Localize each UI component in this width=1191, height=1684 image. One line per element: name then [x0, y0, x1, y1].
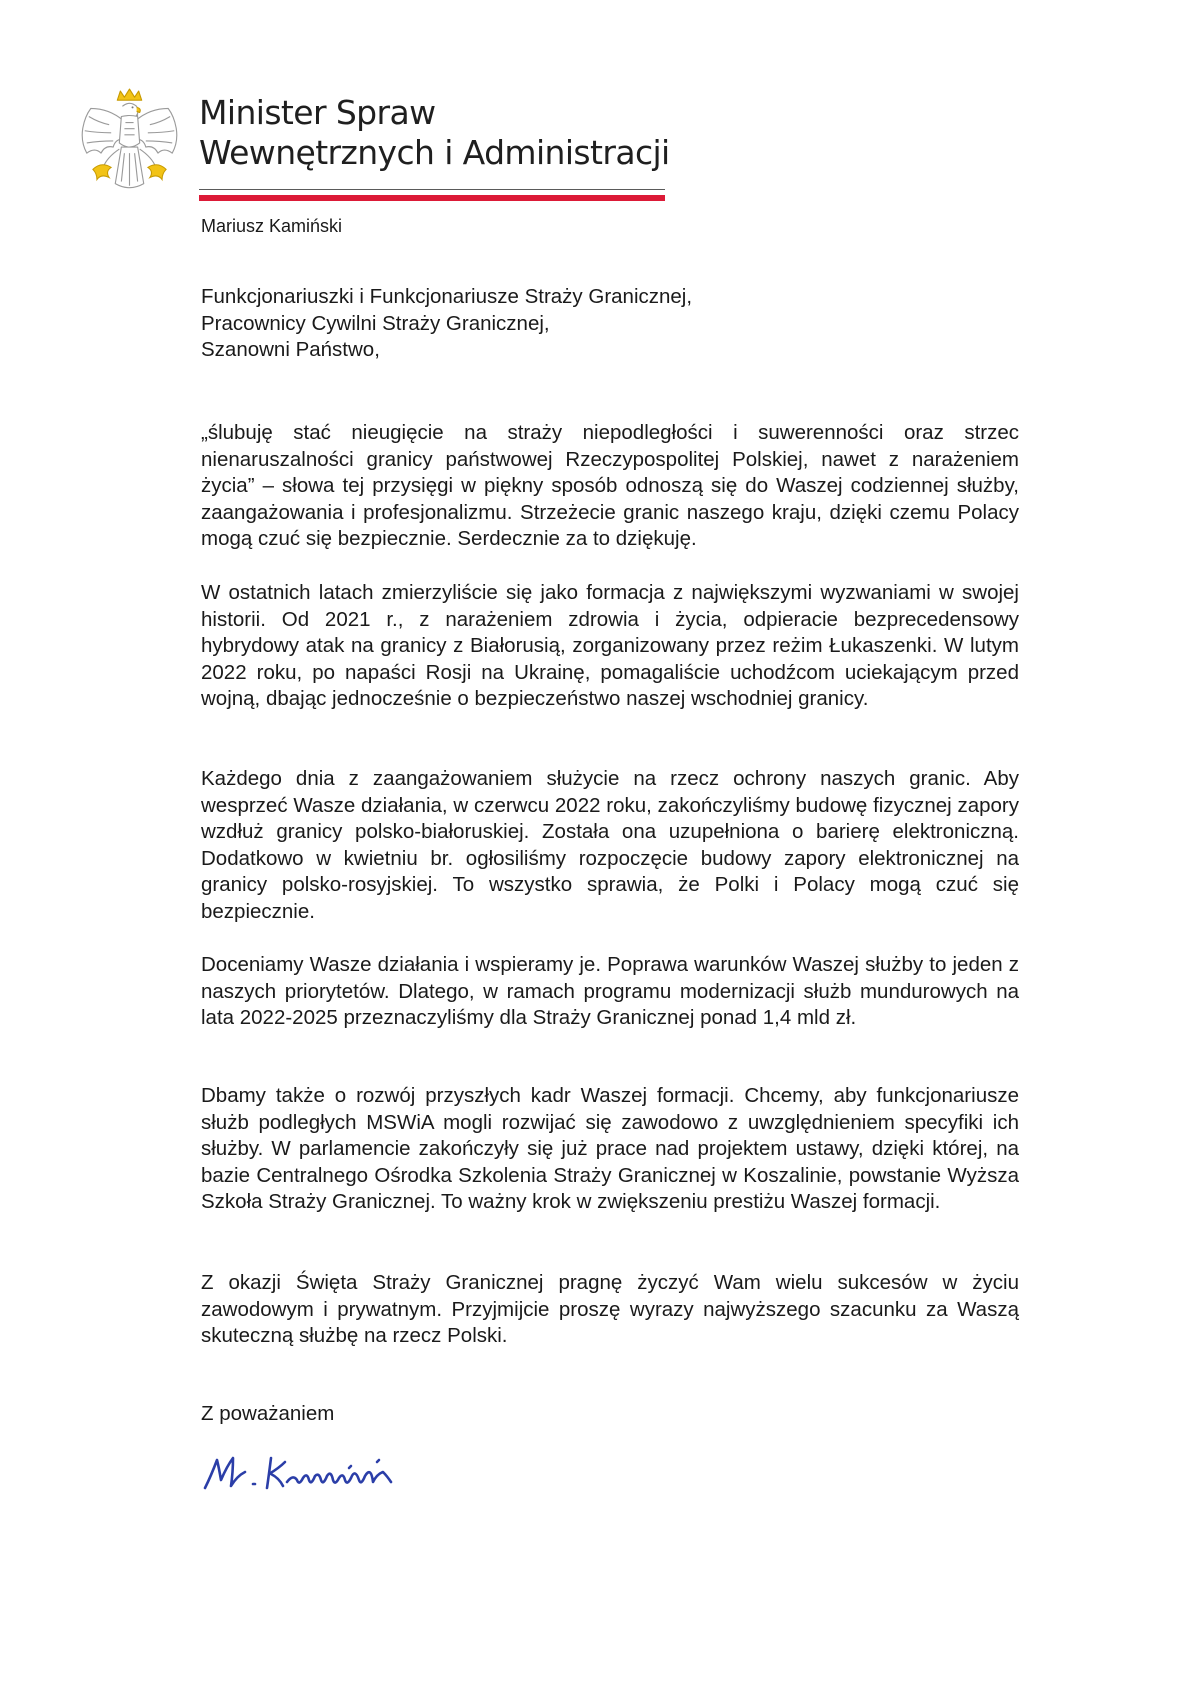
letter-paragraph-education: Dbamy także o rozwój przyszłych kadr Waszej formacji. Chcemy, aby funkcjonariusze służb podległych MSWiA mogli rozwijać się zawodowo z uwzględnieniem specyfiki ich służby. W parlamencie zakończyły się już prace nad projektem ustawy, dzięki której, na bazie Centralnego Ośrodka Szkolenia Straży Granicznej w Koszalinie, powstanie Wyższa Szkoła Straży Granicznej. To ważny krok w zwiększeniu prestiżu Waszej formacji.: [201, 1084, 1019, 1214]
salutation-line: Pracownicy Cywilni Straży Granicznej,: [201, 311, 550, 335]
ministry-title: [199, 93, 670, 173]
polish-eagle-emblem-icon: [78, 86, 181, 204]
closing-phrase: Z poważaniem: [201, 1402, 335, 1425]
letter-paragraph-oath: „ślubuję stać nieugięcie na straży niepodległości i suwerenności oraz strzec nienaruszalności granicy państwowej Rzeczypospolitej Polskiej, nawet z narażeniem życia” – słowa tej przysięgi w piękny sposób odnoszą się do Waszej codziennej służby, zaangażowania i profesjonalizmu. Strzeżecie granic naszego kraju, dzięki czemu Polacy mogą czuć się bezpiecznie. Serdecznie za to dziękuję.: [201, 421, 1019, 551]
minister-name: Mariusz Kamiński: [201, 216, 343, 236]
letter-paragraph-wishes: Z okazji Święta Straży Granicznej pragnę życzyć Wam wielu sukcesów w życiu zawodowym i prywatnym. Przyjmijcie proszę wyrazy najwyższego szacunku za Waszą skuteczną służbę na rzecz Polski.: [201, 1271, 1019, 1348]
letter-paragraph-border-barrier: Każdego dnia z zaangażowaniem służycie na rzecz ochrony naszych granic. Aby wesprzeć Wasze działania, w czerwcu 2022 roku, zakończyliśmy budowę fizycznej zapory wzdłuż granicy polsko-białoruskiej. Została ona uzupełniona o barierę elektroniczną. Dodatkowo w kwietniu br. ogłosiliśmy rozpoczęcie budowy zapory elektronicznej na granicy polsko-rosyjskiej. To wszystko sprawia, że Polki i Polacy mogą czuć się bezpiecznie.: [201, 767, 1019, 923]
salutation-line: Funkcjonariuszki i Funkcjonariusze Straży Granicznej,: [201, 285, 693, 308]
salutation-line: Szanowni Państwo,: [201, 338, 380, 362]
handwritten-signature: [201, 1446, 451, 1496]
header-divider-line: [199, 189, 665, 190]
ministry-title-line1: Minister Spraw: [199, 93, 436, 132]
letter-paragraph-modernization: Doceniamy Wasze działania i wspieramy je. Poprawa warunków Waszej służby to jeden z naszych priorytetów. Dlatego, w ramach programu modernizacji służb mundurowych na lata 2022-2025 przeznaczyliśmy dla Straży Granicznej ponad 1,4 mld zł.: [201, 953, 1019, 1030]
ministry-title-line2: Wewnętrznych i Administracji: [199, 133, 670, 172]
letter-paragraph-challenges: W ostatnich latach zmierzyliście się jako formacja z największymi wyzwaniami w swojej historii. Od 2021 r., z narażeniem zdrowia i życia, odpieracie bezprecedensowy hybrydowy atak na granicy z Białorusią, zorganizowany przez reżim Łukaszenki. W lutym 2022 roku, po napaści Rosji na Ukrainę, pomagaliście uchodźcom uciekającym przed wojną, dbając jednocześnie o bezpieczeństwo naszej wschodniej granicy.: [201, 581, 1019, 711]
header-red-band: [199, 195, 665, 201]
salutation: [201, 284, 1019, 364]
